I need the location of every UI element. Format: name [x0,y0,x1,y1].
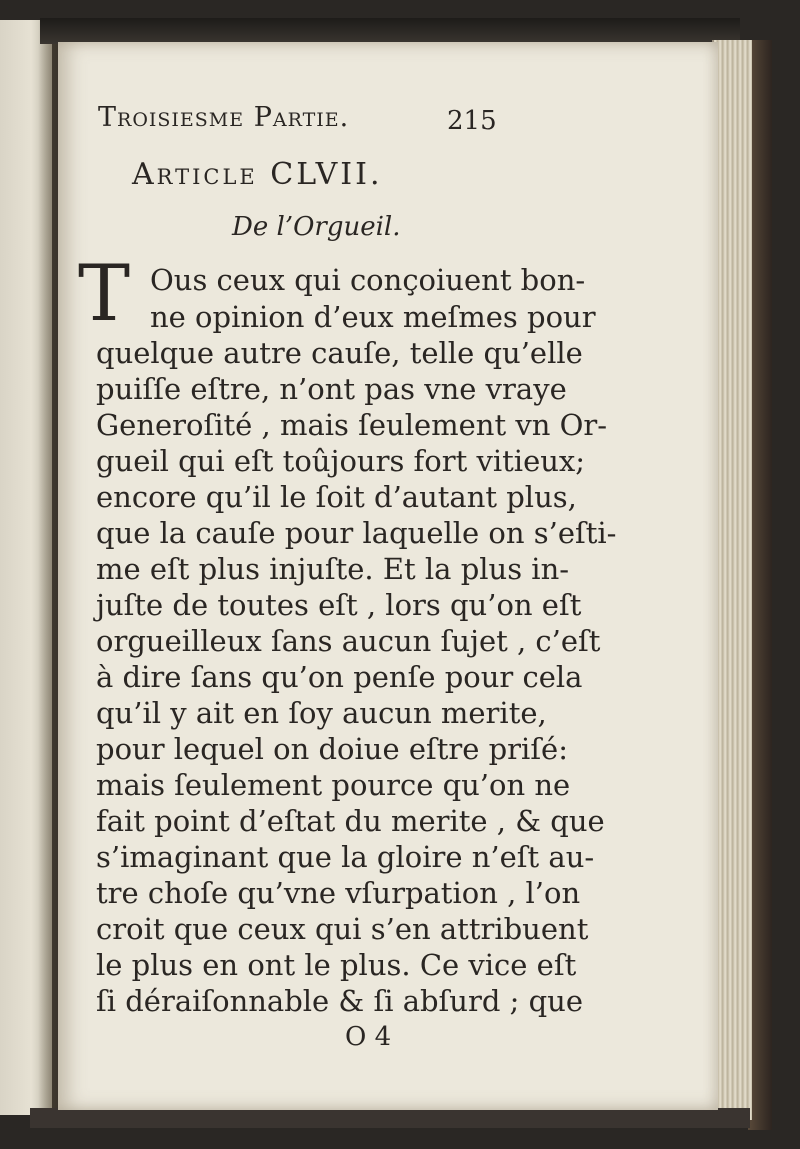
page-stack-edge [712,40,752,1120]
body-line: encore qu’il le ſoit d’autant plus, [96,480,577,514]
signature-mark: O 4 [345,1022,392,1052]
body-line: orgueilleux ſans aucun ſujet , c’eſt [96,624,601,658]
body-line: ſi déraiſonnable & ſi abſurd ; que [96,984,583,1018]
body-line: juſte de toutes eſt , lors qu’on eſt [96,588,582,622]
body-line: s’imaginant que la gloire n’eſt au- [96,840,595,874]
body-line: Generoſité , mais ſeulement vn Or- [96,408,608,442]
body-line: qu’il y ait en ſoy aucun merite, [96,696,547,730]
body-line: puiſſe eſtre, n’ont pas vne vraye [96,372,567,406]
body-line: quelque autre cauſe, telle qu’elle [96,336,583,370]
body-line: gueil qui eſt toûjours fort vitieux; [96,444,586,478]
body-line: croit que ceux qui s’en attribuent [96,912,589,946]
running-title: Troisiesme Partie. [98,102,350,133]
body-line: pour lequel on doiue eſtre priſé: [96,732,568,766]
body-line: le plus en ont le plus. Ce vice eſt [96,948,577,982]
page-number: 215 [447,106,497,136]
article-heading: Article CLVII. [132,157,383,192]
body-line: à dire ſans qu’on penſe pour cela [96,660,583,694]
body-line: ne opinion d’eux meſmes pour [150,300,596,334]
body-line: que la cauſe pour laquelle on s’eſti- [96,516,617,550]
body-line: fait point d’eſtat du merite , & que [96,804,605,838]
article-subtitle: De l’Orgueil. [232,212,401,242]
body-line: mais ſeulement pource qu’on ne [96,768,571,802]
top-shadow-strip [40,18,740,44]
body-line: me eſt plus injuſte. Et la plus in- [96,552,570,586]
bottom-shadow-strip [30,1108,750,1128]
body-line: tre choſe qu’vne vſurpation , l’on [96,876,581,910]
drop-cap: T [78,249,131,339]
body-line: Ous ceux qui conçoiuent bon- [150,263,586,297]
